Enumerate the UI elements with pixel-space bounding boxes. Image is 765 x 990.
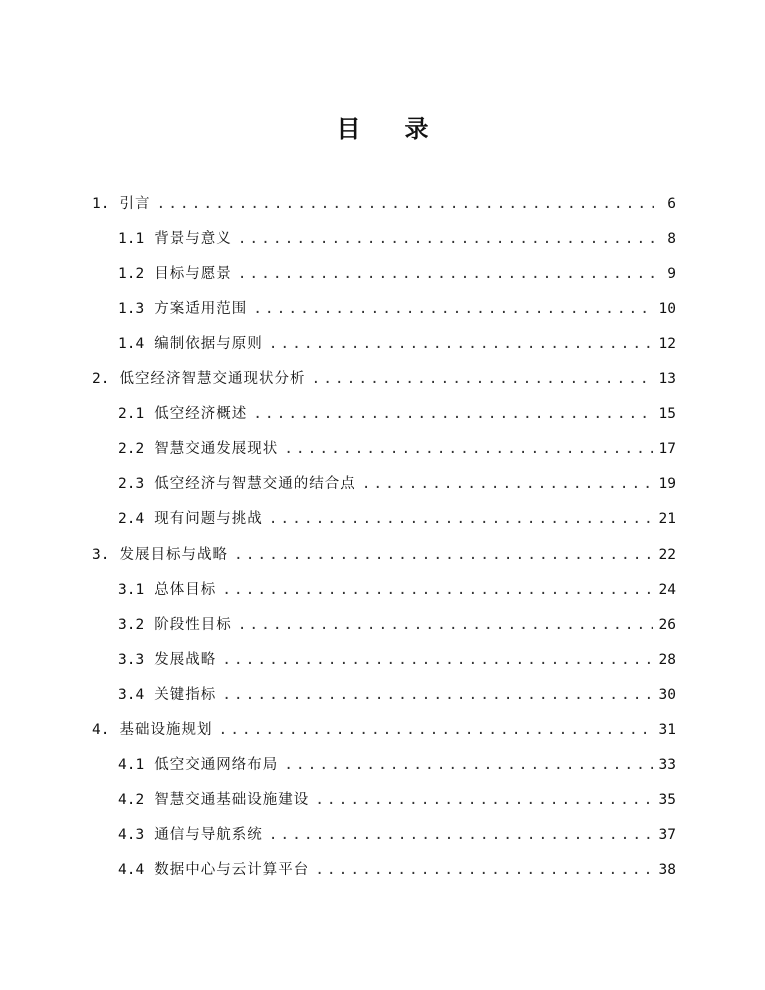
toc-entry[interactable] bbox=[118, 467, 676, 502]
toc-entry-number: 1.1 bbox=[118, 230, 145, 247]
toc-entry-number: 2.3 bbox=[118, 476, 145, 493]
toc-leader-dots bbox=[218, 720, 652, 740]
toc-leader-dots bbox=[315, 790, 652, 810]
toc-leader-dots bbox=[269, 825, 653, 845]
toc-entry-number: 3.3 bbox=[118, 651, 145, 668]
toc-leader-dots bbox=[156, 194, 654, 214]
toc-entry-page-number: 10 bbox=[658, 300, 676, 317]
toc-entry-title: 方案适用范围 bbox=[154, 300, 248, 317]
toc-entry[interactable] bbox=[118, 642, 676, 677]
toc-entry[interactable] bbox=[92, 713, 676, 748]
toc-entry[interactable] bbox=[118, 677, 676, 712]
toc-entry-page-number: 12 bbox=[658, 335, 676, 352]
toc-leader-dots bbox=[222, 580, 652, 600]
toc-entry-title: 引言 bbox=[119, 195, 151, 212]
toc-leader-dots bbox=[362, 474, 653, 494]
toc-entry-page-number: 30 bbox=[658, 686, 676, 703]
toc-entry-number: 1.4 bbox=[118, 335, 145, 352]
toc-entry[interactable] bbox=[118, 326, 676, 361]
toc-entry-number: 3.4 bbox=[118, 686, 145, 703]
toc-entry-title: 背景与意义 bbox=[154, 230, 232, 247]
toc-leader-dots bbox=[238, 615, 653, 635]
toc-leader-dots bbox=[253, 404, 652, 424]
toc-entry[interactable] bbox=[92, 537, 676, 572]
toc-leader-dots bbox=[269, 509, 653, 529]
toc-leader-dots bbox=[269, 334, 653, 354]
toc-entry-title: 低空经济智慧交通现状分析 bbox=[119, 371, 306, 387]
toc-entry-title: 发展目标与战略 bbox=[119, 546, 228, 563]
toc-leader-dots bbox=[222, 650, 652, 670]
toc-entry-title: 关键指标 bbox=[154, 686, 217, 703]
toc-entry[interactable] bbox=[118, 853, 676, 888]
toc-entry[interactable] bbox=[118, 818, 676, 853]
toc-entry-page-number: 28 bbox=[658, 651, 676, 668]
toc-entry-page-number: 35 bbox=[658, 792, 676, 809]
toc-entry[interactable] bbox=[118, 748, 676, 783]
title-char-1: 目 bbox=[336, 115, 361, 143]
toc-leader-dots bbox=[234, 545, 653, 565]
toc-entry-page-number: 24 bbox=[658, 581, 676, 598]
toc-entry-page-number: 38 bbox=[658, 862, 676, 879]
toc-entry-page-number: 22 bbox=[658, 546, 676, 563]
toc-entry-title: 智慧交通基础设施建设 bbox=[154, 792, 310, 809]
toc-entry-number: 4. bbox=[92, 722, 110, 738]
toc-leader-dots bbox=[253, 299, 652, 319]
toc-entry-title: 低空交通网络布局 bbox=[154, 757, 279, 774]
toc-entry-number: 4.3 bbox=[118, 827, 145, 844]
toc-entry-title: 低空经济概述 bbox=[154, 406, 248, 423]
toc-entry-title: 阶段性目标 bbox=[154, 616, 232, 633]
toc-entry[interactable] bbox=[92, 186, 676, 221]
toc-entry-number: 3.1 bbox=[118, 581, 145, 598]
toc-entry-number: 1.3 bbox=[118, 300, 145, 317]
toc-entry-page-number: 19 bbox=[658, 476, 676, 493]
toc-entry-title: 总体目标 bbox=[154, 581, 217, 598]
toc-entry-number: 3.2 bbox=[118, 616, 145, 633]
toc-entry[interactable] bbox=[118, 572, 676, 607]
toc-entry[interactable] bbox=[118, 607, 676, 642]
toc-leader-dots bbox=[238, 229, 654, 249]
toc-entry-page-number: 33 bbox=[658, 757, 676, 774]
toc-entry[interactable] bbox=[118, 256, 676, 291]
toc-entry-title: 智慧交通发展现状 bbox=[154, 441, 279, 458]
toc-entry-title: 发展战略 bbox=[154, 651, 217, 668]
toc-entry-title: 基础设施规划 bbox=[119, 722, 213, 738]
toc-entry[interactable] bbox=[118, 221, 676, 256]
toc-entry-title: 通信与导航系统 bbox=[154, 827, 263, 844]
toc-entry[interactable] bbox=[118, 432, 676, 467]
toc-entry-number: 2.1 bbox=[118, 406, 145, 423]
toc-leader-dots bbox=[311, 369, 652, 389]
toc-entry-number: 2.2 bbox=[118, 441, 145, 458]
toc-entry[interactable] bbox=[118, 397, 676, 432]
toc-entry-number: 4.4 bbox=[118, 862, 145, 879]
toc-entry-page-number: 15 bbox=[658, 406, 676, 423]
toc-entry[interactable] bbox=[118, 291, 676, 326]
toc-entry-page-number: 37 bbox=[658, 827, 676, 844]
toc-entry[interactable] bbox=[92, 362, 676, 397]
toc-entry-page-number: 31 bbox=[658, 722, 676, 738]
toc-leader-dots bbox=[222, 685, 652, 705]
toc-entry-number: 4.1 bbox=[118, 757, 145, 774]
toc-entry[interactable] bbox=[118, 502, 676, 537]
toc-entry-title: 低空经济与智慧交通的结合点 bbox=[154, 476, 356, 493]
toc-entry-number: 2.4 bbox=[118, 511, 145, 528]
toc-entry-page-number: 9 bbox=[667, 265, 676, 282]
page-title bbox=[0, 114, 765, 144]
toc-leader-dots bbox=[284, 439, 652, 459]
toc-entry-number: 1. bbox=[92, 195, 110, 212]
toc-entry-page-number: 21 bbox=[658, 511, 676, 528]
toc-entry-page-number: 17 bbox=[658, 441, 676, 458]
toc-entry-title: 数据中心与云计算平台 bbox=[154, 862, 310, 879]
toc-entry-page-number: 13 bbox=[658, 371, 676, 387]
toc-entry-number: 1.2 bbox=[118, 265, 145, 282]
toc-entry-number: 4.2 bbox=[118, 792, 145, 809]
toc-entry-number: 2. bbox=[92, 371, 110, 387]
toc-entry-title: 编制依据与原则 bbox=[154, 335, 263, 352]
title-char-2: 录 bbox=[404, 115, 429, 143]
toc-leader-dots bbox=[315, 860, 652, 880]
toc-leader-dots bbox=[238, 264, 654, 284]
toc-entry-title: 现有问题与挑战 bbox=[154, 511, 263, 528]
toc-entry-page-number: 26 bbox=[658, 616, 676, 633]
toc-leader-dots bbox=[284, 755, 652, 775]
toc-entry-page-number: 6 bbox=[667, 195, 676, 212]
toc-entry-page-number: 8 bbox=[667, 230, 676, 247]
toc-entry-title: 目标与愿景 bbox=[154, 265, 232, 282]
toc-entry-number: 3. bbox=[92, 546, 110, 563]
toc-entry[interactable] bbox=[118, 783, 676, 818]
